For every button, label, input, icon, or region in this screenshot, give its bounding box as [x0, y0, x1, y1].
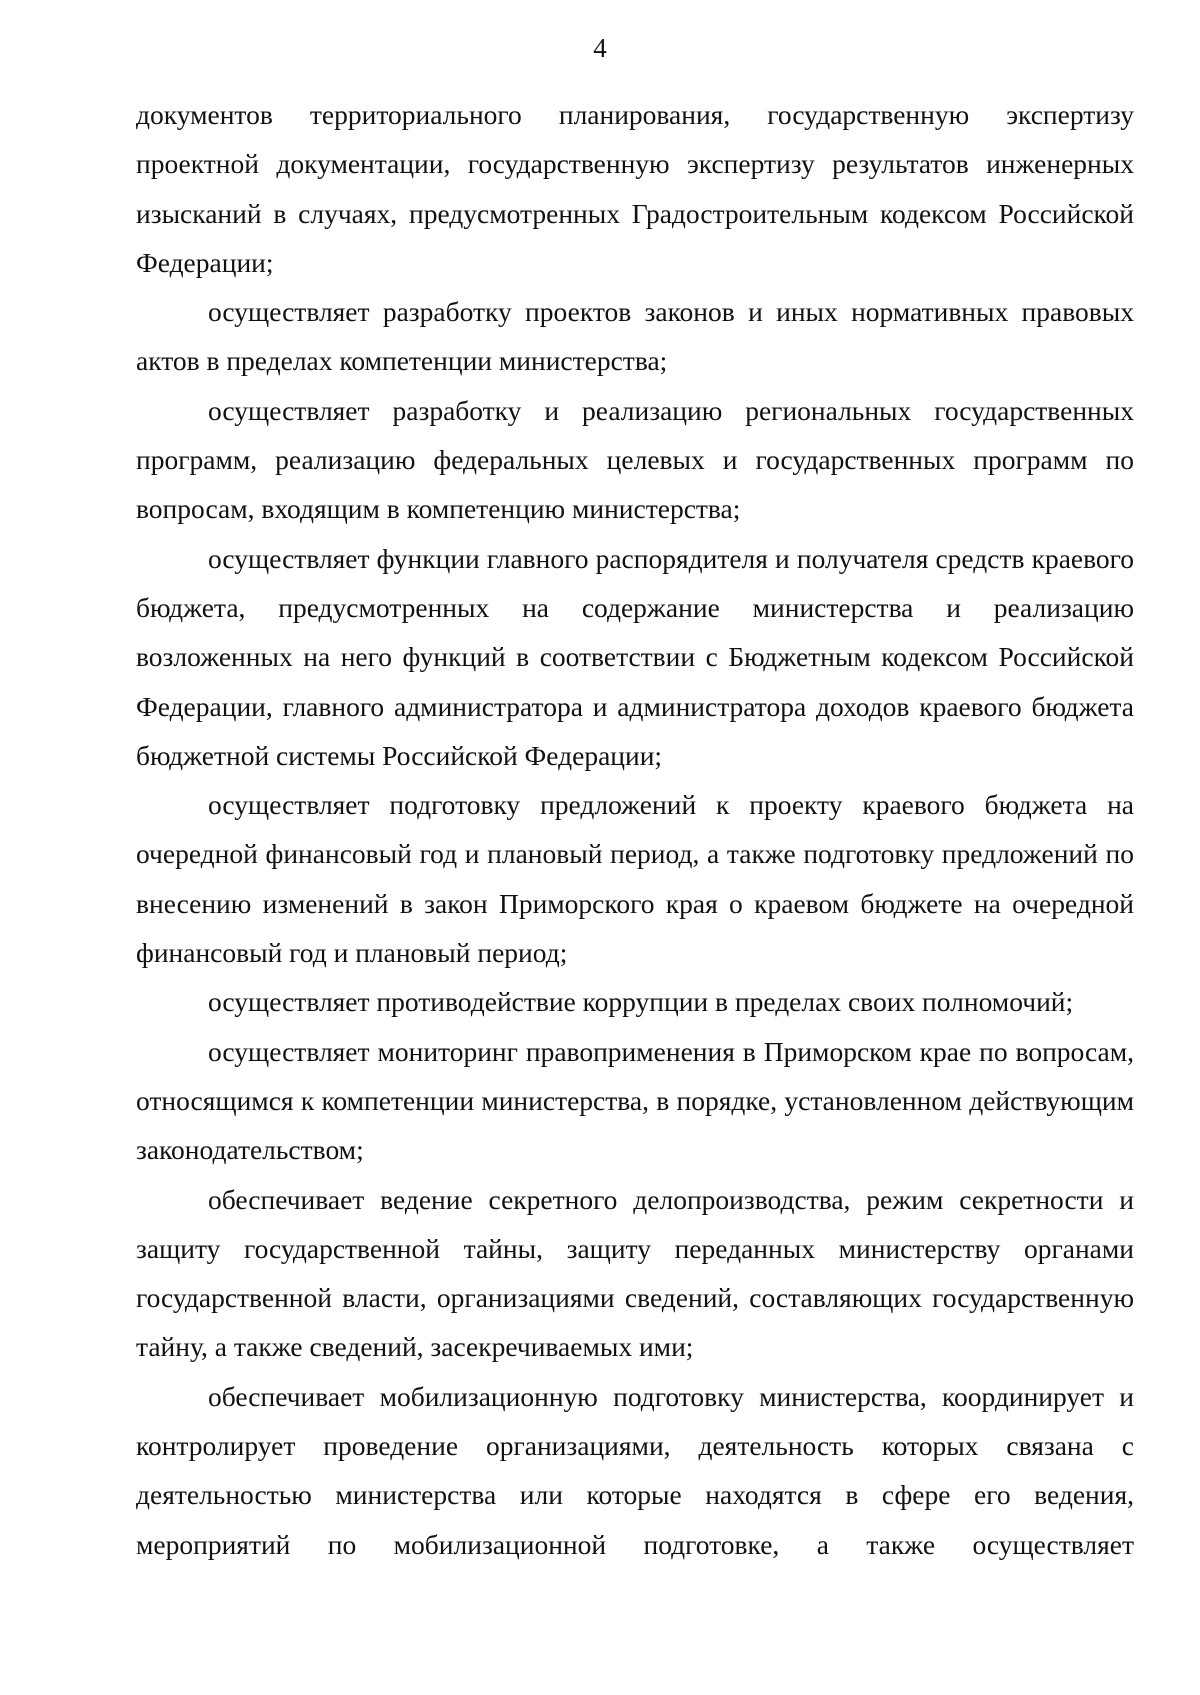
paragraph-territorial-planning: документов территориального планирования, государственную экспертизу проектной документации, государственную экспертизу результатов инженерных изысканий в случаях, предусмотренных Градостроительным кодексом Российской Федерации;: [136, 99, 1134, 278]
paragraph-anti-corruption: осуществляет противодействие коррупции в пределах своих полномочий;: [208, 986, 1074, 1018]
paragraph-budget-functions: осуществляет функции главного распорядителя и получателя средств краевого бюджета, предусмотренных на содержание министерства и реализацию возложенных на него функций в соответствии с Бюджетным кодексом Российской Федерации, главного администратора и администратора доходов краевого бюджета бюджетной системы Российской Федерации;: [136, 542, 1134, 771]
page-number: 4: [593, 33, 607, 63]
paragraph-regional-programs: осуществляет разработку и реализацию региональных государственных программ, реализацию федеральных целевых и государственных программ по вопросам, входящим в компетенцию министерства;: [136, 394, 1134, 525]
document-body: [136, 90, 1134, 1569]
paragraph-state-secrets: обеспечивает ведение секретного делопроизводства, режим секретности и защиту государственной тайны, защиту переданных министерству органами государственной власти, организациями сведений, составляющих государственную тайну, а также сведений, засекречиваемых ими;: [136, 1183, 1134, 1363]
paragraph-mobilization: обеспечивает мобилизационную подготовку министерства, координирует и контролирует проведение организациями, деятельность которых связана с деятельностью министерства или которые находятся в сфере его ведения, мероприятий по мобилизационной подготовке, а также осуществляет: [136, 1380, 1134, 1560]
paragraph-budget-proposals: осуществляет подготовку предложений к проекту краевого бюджета на очередной финансовый год и плановый период, а также подготовку предложений по внесению изменений в закон Приморского края о краевом бюджете на очередной финансовый год и плановый период;: [136, 789, 1134, 969]
paragraph-law-monitoring: осуществляет мониторинг правоприменения в Приморском крае по вопросам, относящимся к компетенции министерства, в порядке, установленном действующим законодательством;: [136, 1035, 1134, 1166]
paragraph-draft-laws: осуществляет разработку проектов законов и иных нормативных правовых актов в пределах компетенции министерства;: [136, 296, 1134, 377]
